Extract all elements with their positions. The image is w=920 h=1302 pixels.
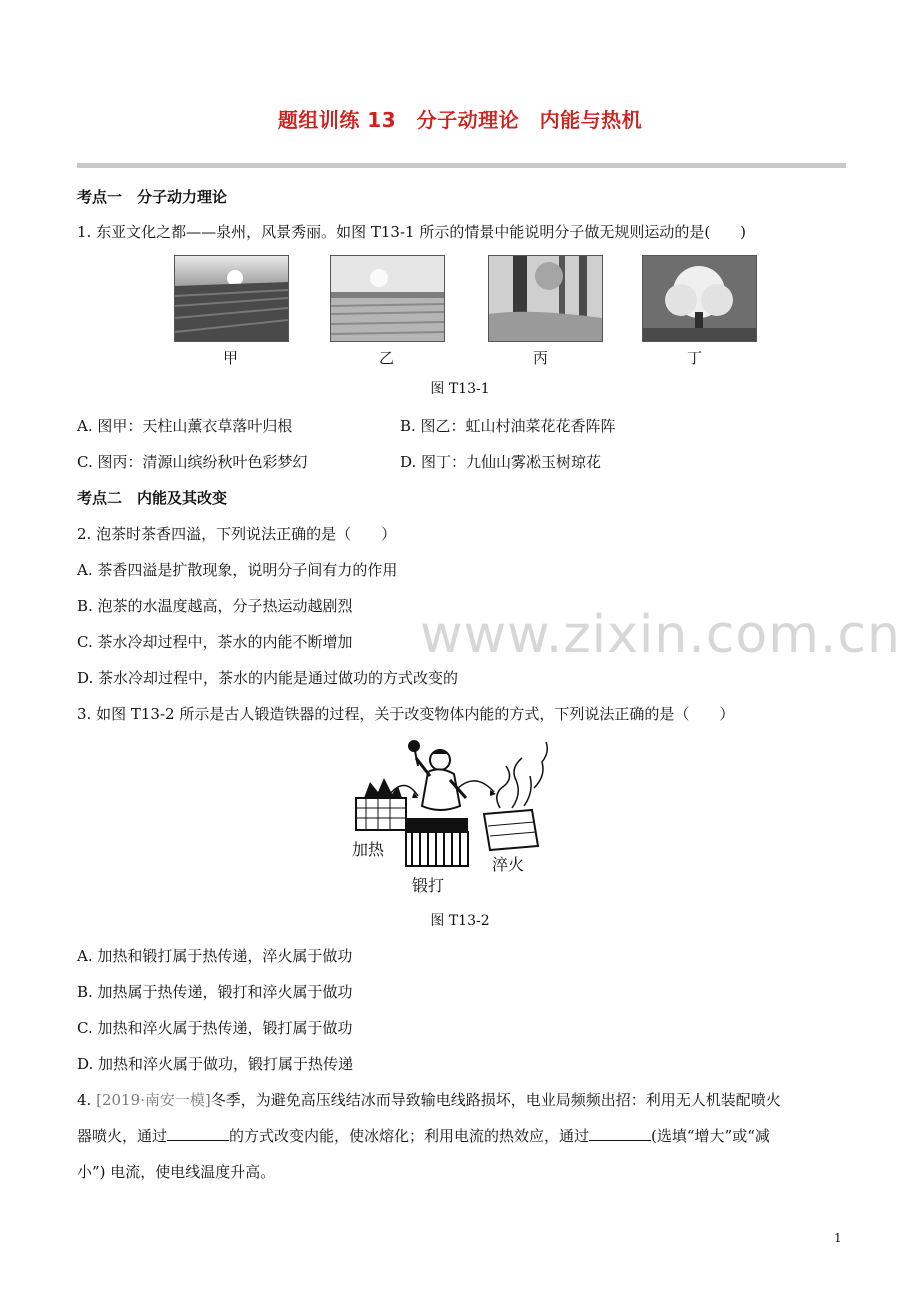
q4-number: 4. [77, 1091, 97, 1109]
question-3-stem: 3. 如图 T13-2 所示是古人锻造铁器的过程，关于改变物体内能的方式，下列说法正确的是（ ） [77, 705, 735, 723]
photo-caption-bing: 丙 [532, 349, 548, 367]
q1-option-d: D. 图丁：九仙山雾凇玉树琼花 [400, 453, 602, 471]
figure-caption-t13-1: 图 T13-1 [430, 381, 490, 397]
label-heat: 加热 [352, 840, 385, 859]
label-forge: 锻打 [412, 876, 445, 895]
photo-caption-ding: 丁 [686, 349, 702, 367]
q2-option-a: A. 茶香四溢是扩散现象，说明分子间有力的作用 [77, 561, 398, 579]
question-1-stem: 1. 东亚文化之都——泉州，风景秀丽。如图 T13-1 所示的情景中能说明分子做无规则运动的是( ) [77, 223, 747, 241]
photo-autumn-trees [488, 255, 603, 342]
watermark: www.zixin.com.cn [420, 605, 901, 665]
q1-option-a: A. 图甲：天柱山薰衣草落叶归根 [77, 417, 293, 435]
q4-text-1: 冬季，为避免高压线结冰而导致输电线路损坏，电业局频频出招：利用无人机装配喷火 [210, 1091, 781, 1109]
q2-option-b: B. 泡茶的水温度越高，分子热运动越剧烈 [77, 597, 353, 615]
q4-text-2c: (选填“增大”或“减 [651, 1127, 770, 1145]
page-number: 1 [834, 1231, 842, 1245]
q4-answer-blank-2[interactable] [589, 1126, 651, 1141]
question-4-line-3: 小”) 电流，使电线温度升高。 [77, 1163, 276, 1181]
q3-option-a: A. 加热和锻打属于热传递，淬火属于做功 [77, 947, 353, 965]
q3-option-c: C. 加热和淬火属于热传递，锻打属于做功 [77, 1019, 353, 1037]
q3-option-d: D. 加热和淬火属于做功，锻打属于热传递 [77, 1055, 354, 1073]
photo-rapeseed-field [330, 255, 445, 342]
figure-caption-t13-2: 图 T13-2 [430, 913, 490, 929]
q2-option-c: C. 茶水冷却过程中，茶水的内能不断增加 [77, 633, 353, 651]
question-4-line-2 [77, 1125, 847, 1146]
q4-answer-blank-1[interactable] [167, 1126, 229, 1141]
q4-source: [2019·南安一模] [96, 1091, 211, 1109]
photo-caption-yi: 乙 [378, 349, 394, 367]
photo-lavender-field [174, 255, 289, 342]
question-4-line-1 [77, 1089, 847, 1110]
q4-text-2a: 器喷火，通过 [77, 1127, 168, 1145]
question-2-stem: 2. 泡茶时茶香四溢，下列说法正确的是（ ） [77, 525, 397, 543]
section-heading-1: 考点一 分子动力理论 [77, 188, 228, 206]
forging-illustration [350, 736, 580, 896]
q4-text-2b: 的方式改变内能，使冰熔化；利用电流的热效应，通过 [229, 1127, 590, 1145]
photo-rime-tree [642, 255, 757, 342]
page-title: 题组训练 13 分子动理论 内能与热机 [277, 108, 643, 132]
q3-option-b: B. 加热属于热传递，锻打和淬火属于做功 [77, 983, 353, 1001]
photo-caption-jia: 甲 [222, 349, 238, 367]
section-heading-2: 考点二 内能及其改变 [77, 489, 228, 507]
title-divider [77, 163, 846, 168]
q1-option-c: C. 图丙：清源山缤纷秋叶色彩梦幻 [77, 453, 308, 471]
q1-option-b: B. 图乙：虹山村油菜花花香阵阵 [400, 417, 616, 435]
q2-option-d: D. 茶水冷却过程中，茶水的内能是通过做功的方式改变的 [77, 669, 459, 687]
label-quench: 淬火 [492, 855, 525, 874]
